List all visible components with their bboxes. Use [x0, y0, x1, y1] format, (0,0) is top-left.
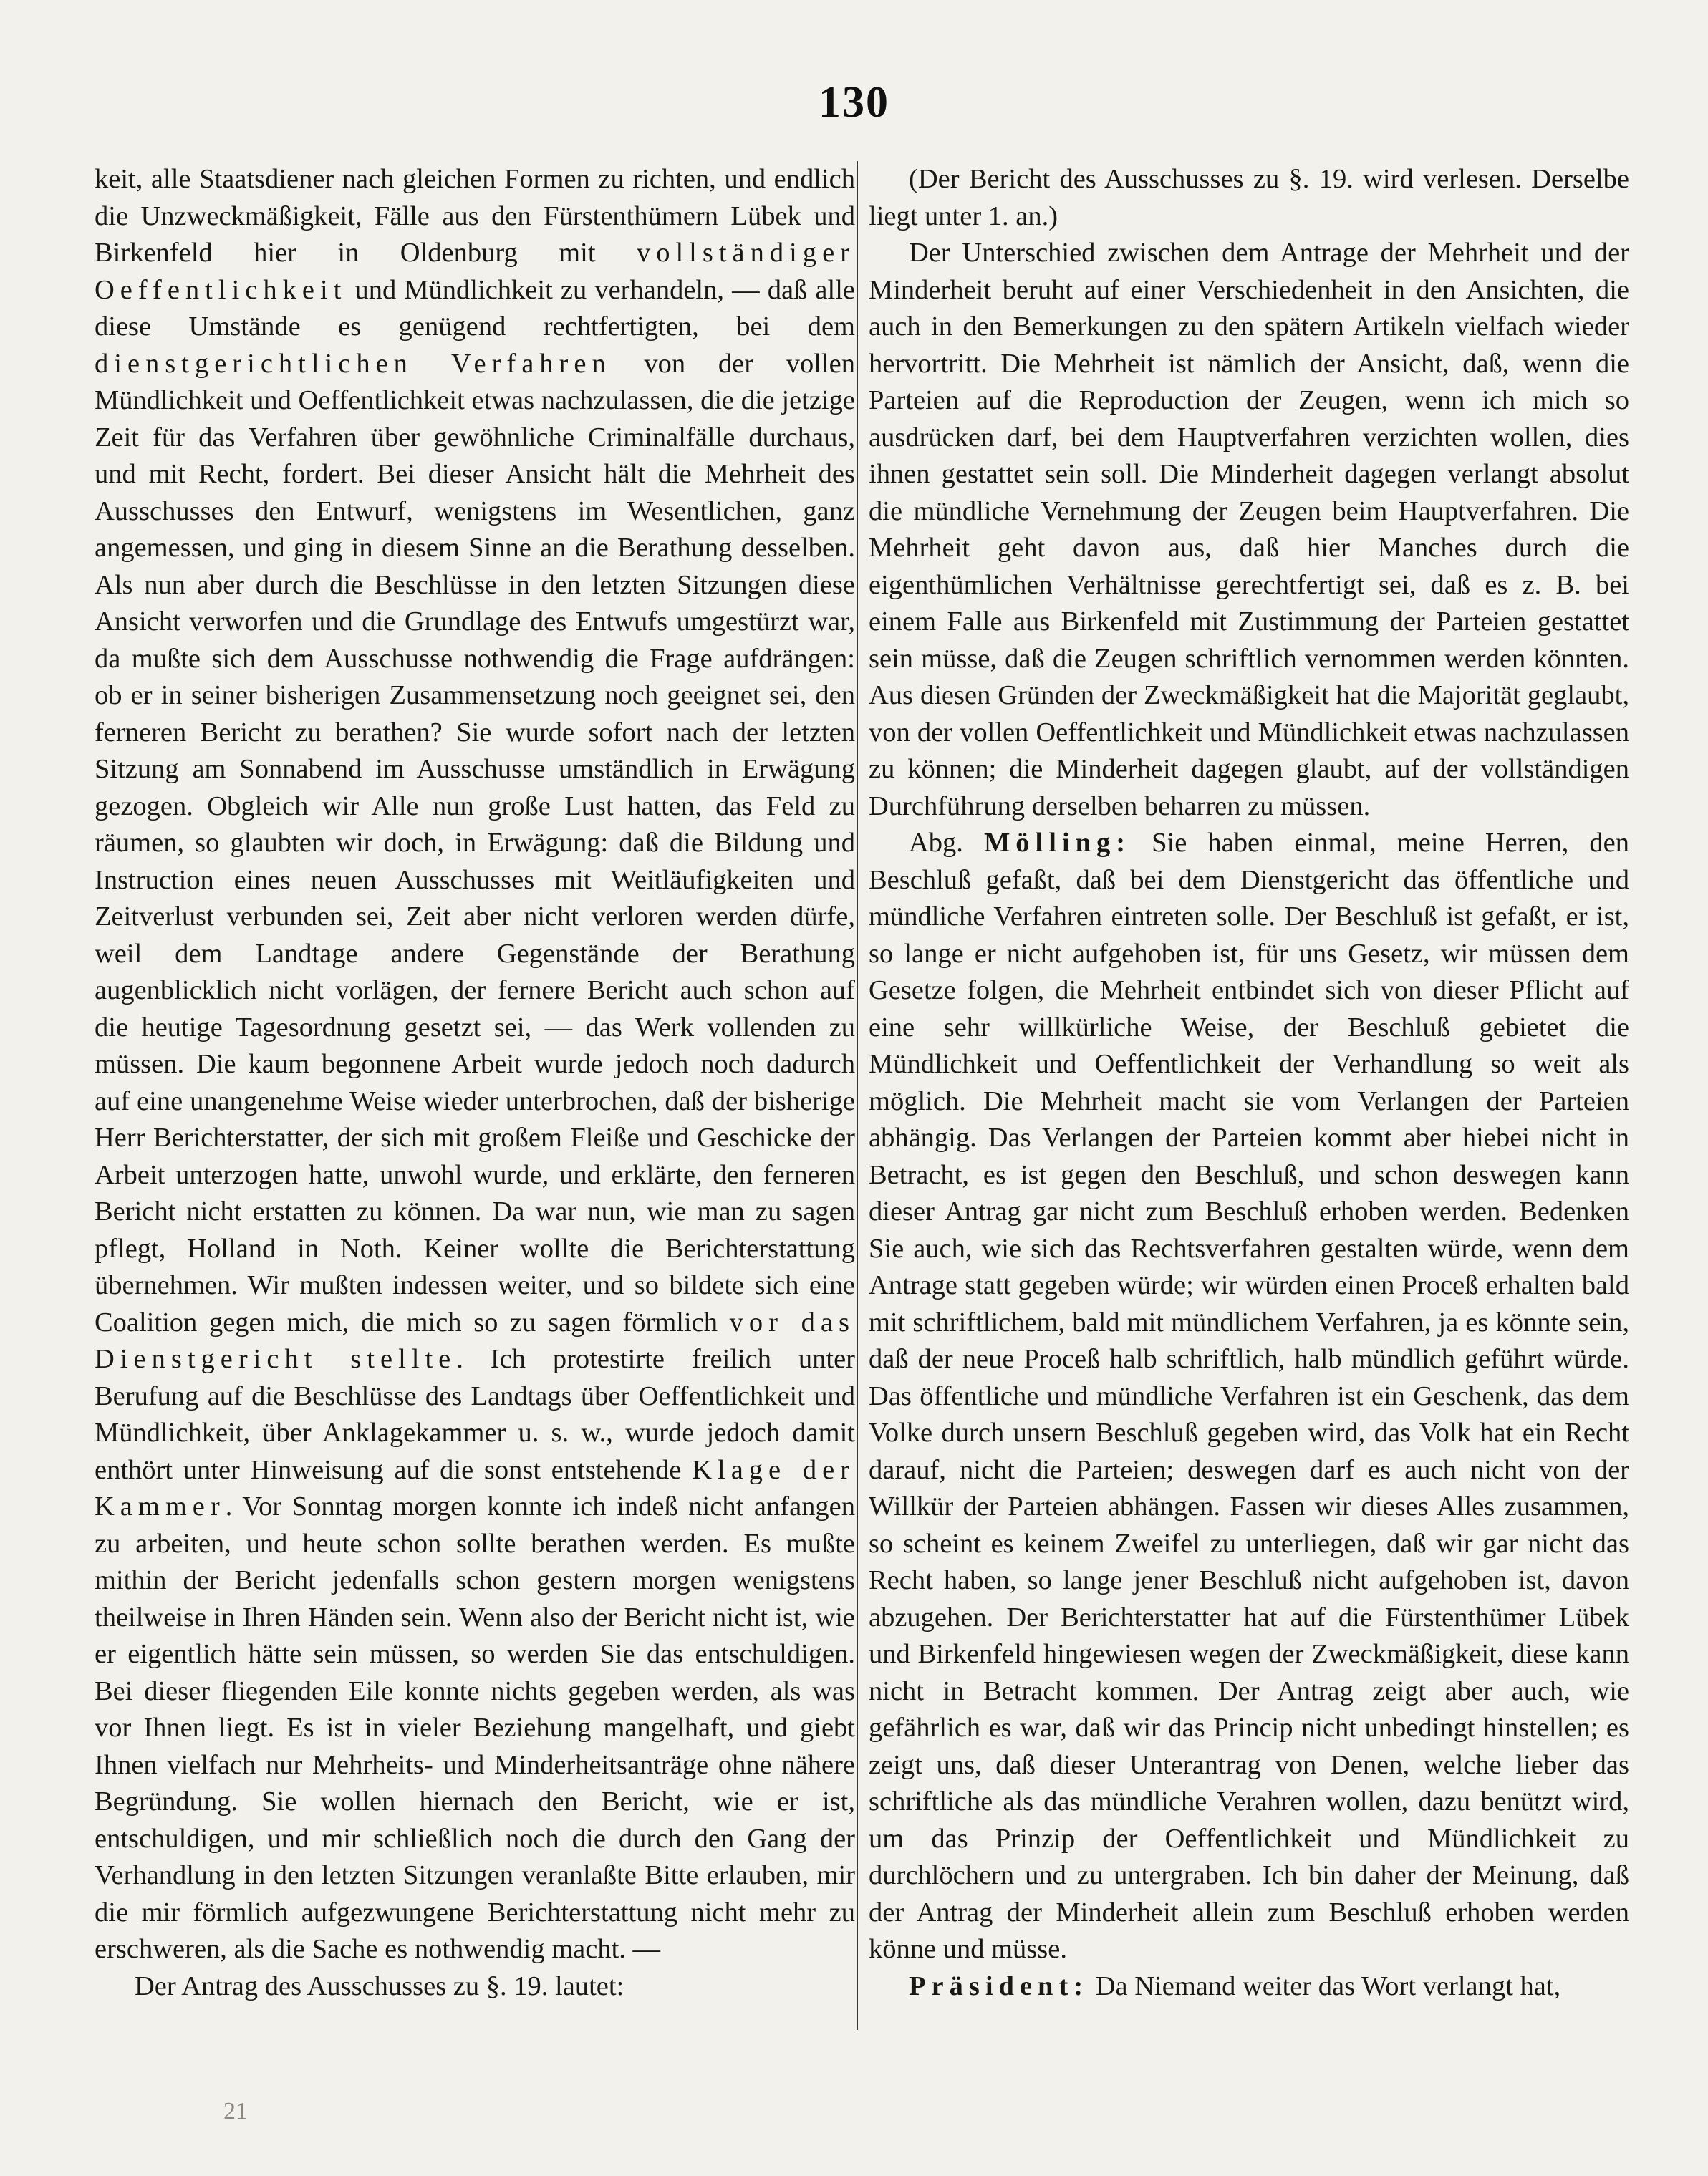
body-text: . Ich protestirte freilich unter Berufung auf die Beschlüsse des Landtags über Oeffentlichkeit und Mündlichkeit, über Anklagekammer u. s. w., wurde jedoch damit enthört unter Hinweisung auf die sonst entstehende: [95, 1344, 855, 1485]
page-number: 130: [819, 78, 889, 127]
paragraph: [95, 1968, 855, 2006]
emphasized-text: vollständiger Oeffentlichkeit: [95, 238, 855, 305]
speaker-name: Präsident:: [909, 1971, 1089, 2001]
body-text: keit, alle Staatsdiener nach gleichen Formen zu richten, und endlich die Unzweckmäßigkeit, Fälle aus den Fürstenthümern Lübek und Birkenfeld hier in Oldenburg mit: [95, 164, 855, 268]
body-text: und Mündlichkeit zu verhandeln, — daß alle diese Umstände es genügend rechtfertigten, bei dem: [95, 274, 855, 342]
emphasized-text: Klage der Kammer: [95, 1454, 856, 1522]
paragraph: [869, 1968, 1629, 2006]
paragraph: [869, 235, 1629, 825]
emphasized-text: dienstgerichtlichen Verfahren: [95, 348, 612, 379]
footer-mark: 21: [223, 2098, 248, 2124]
column-divider: [857, 161, 858, 2030]
paragraph: [869, 825, 1629, 1968]
body-text: (Der Bericht des Ausschusses zu §. 19. wird verlesen. Derselbe liegt unter 1. an.): [869, 164, 1629, 231]
body-text: Der Antrag des Ausschusses zu §. 19. lautet:: [135, 1971, 624, 2001]
speech-text: Da Niemand weiter das Wort verlangt hat,: [1089, 1971, 1561, 2001]
body-text: von der vollen Mündlichkeit und Oeffentlichkeit etwas nachzulassen, die die jetzige Zeit für das Verfahren über gewöhnliche Criminalfälle durchaus, und mit Recht, fordert. Bei dieser Ansicht hält die Mehrheit des Ausschusses den Entwurf, wenigstens im Wesentlichen, ganz angemessen, und ging in diesem Sinne an die Berathung desselben. Als nun aber durch die Beschlüsse in den letzten Sitzungen diese Ansicht verworfen und die Grundlage des Entwufs umgestürzt war, da mußte sich dem Ausschusse nothwendig die Frage aufdrängen: ob er in seiner bisherigen Zusammensetzung noch geeignet sei, den ferneren Bericht zu berathen? Sie wurde sofort nach der letzten Sitzung am Sonnabend im Ausschusse umständlich in Erwägung gezogen. Obgleich wir Alle nun große Lust hatten, das Feld zu räumen, so glaubten wir doch, in Erwägung: daß die Bildung und Instruction eines neuen Ausschusses mit Weitläufigkeiten und Zeitverlust verbunden sei, Zeit aber nicht verloren werden dürfe, weil dem Landtage andere Gegenstände der Berathung augenblicklich nicht vorlägen, der fernere Bericht auch schon auf die heutige Tagesordnung gesetzt sei, — das Werk vollenden zu müssen. Die kaum begonnene Arbeit wurde jedoch noch dadurch auf eine unangenehme Weise wieder unterbrochen, daß der bisherige Herr Berichterstatter, der sich mit großem Fleiße und Geschicke der Arbeit unterzogen hatte, unwohl wurde, und erklärte, den ferneren Bericht nicht erstatten zu können. Da war nun, wie man zu sagen pflegt, Holland in Noth. Keiner wollte die Berichterstattung übernehmen. Wir mußten indessen weiter, und so bildete sich eine Coalition gegen mich, die mich so zu sagen förmlich: [95, 348, 856, 1338]
left-column: [95, 161, 855, 2005]
speaker-prefix: Abg.: [909, 828, 984, 858]
paragraph: [95, 161, 855, 1968]
body-text: . Vor Sonntag morgen konnte ich indeß nicht anfangen zu arbeiten, und heute schon sollte berathen werden. Es mußte mithin der Bericht jedenfalls schon gestern morgen wenigstens theilweise in Ihren Händen sein. Wenn also der Bericht nicht ist, wie er eigentlich hätte sein müssen, so werden Sie das entschuldigen. Bei dieser fliegenden Eile konnte nichts gegeben werden, als was vor Ihnen liegt. Es ist in vieler Beziehung mangelhaft, und giebt Ihnen vielfach nur Mehrheits- und Minderheitsanträge ohne nähere Begründung. Sie wollen hiernach den Bericht, wie er ist, entschuldigen, und mir schließlich noch die durch den Gang der Verhandlung in den letzten Sitzungen veranlaßte Bitte erlauben, mir die mir förmlich aufgezwungene Berichterstattung nicht mehr zu erschweren, als die Sache es nothwendig macht. —: [95, 1491, 855, 1964]
speaker-name: Mölling:: [983, 828, 1132, 858]
body-text: Der Unterschied zwischen dem Antrage der Mehrheit und der Minderheit beruht auf einer Verschiedenheit in den Ansichten, die auch in den Bemerkungen zu den spätern Artikeln vielfach wieder hervortritt. Die Mehrheit ist nämlich der Ansicht, daß, wenn die Parteien auf die Reproduction der Zeugen, wenn ich mich so ausdrücken darf, bei dem Hauptverfahren verzichten wollen, dies ihnen gestattet sein soll. Die Minderheit dagegen verlangt absolut die mündliche Vernehmung der Zeugen beim Hauptverfahren. Die Mehrheit geht davon aus, daß hier Manches durch die eigenthümlichen Verhältnisse gerechtfertigt sei, daß es z. B. bei einem Falle aus Birkenfeld mit Zustimmung der Parteien gestattet sein müsse, daß die Zeugen schriftlich vernommen werden könnten. Aus diesen Gründen der Zweckmäßigkeit hat die Majorität geglaubt, von der vollen Oeffentlichkeit und Mündlichkeit etwas nachzulassen zu können; die Minderheit dagegen glaubt, auf der vollständigen Durchführung derselben beharren zu müssen.: [869, 238, 1629, 821]
paragraph: [869, 161, 1629, 235]
right-column: [869, 161, 1629, 2005]
emphasized-text: vor das Dienstgericht stellte: [95, 1307, 855, 1374]
speech-text: Sie haben einmal, meine Herren, den Beschluß gefaßt, daß bei dem Dienstgericht das öffentliche und mündliche Verfahren eintreten solle. Der Beschluß ist gefaßt, er ist, so lange er nicht aufgehoben ist, für uns Gesetz, wir müssen dem Gesetze folgen, die Mehrheit entbindet sich von dieser Pflicht auf eine sehr willkürliche Weise, der Beschluß gebietet die Mündlichkeit und Oeffentlichkeit der Verhandlung so weit als möglich. Die Mehrheit macht sie vom Verlangen der Parteien abhängig. Das Verlangen der Parteien kommt aber hiebei nicht in Betracht, es ist gegen den Beschluß, und schon deswegen kann dieser Antrag gar nicht zum Beschluß erhoben werden. Bedenken Sie auch, wie sich das Rechtsverfahren gestalten würde, wenn dem Antrage statt gegeben würde; wir würden einen Proceß erhalten bald mit schriftlichem, bald mit mündlichem Verfahren, ja es könnte sein, daß der neue Proceß halb schriftlich, halb mündlich geführt würde. Das öffentliche und mündliche Verfahren ist ein Geschenk, das dem Volke durch unsern Beschluß gegeben wird, das Volk hat ein Recht darauf, nicht die Parteien; deswegen darf es auch nicht von der Willkür der Parteien abhängen. Fassen wir dieses Alles zusammen, so scheint es keinem Zweifel zu unterliegen, daß wir gar nicht das Recht haben, so lange jener Beschluß nicht aufgehoben ist, davon abzugehen. Der Berichterstatter hat auf die Fürstenthümer Lübek und Birkenfeld hingewiesen wegen der Zweckmäßigkeit, diese kann nicht in Betracht kommen. Der Antrag zeigt aber auch, wie gefährlich es war, daß wir das Princip nicht unbedingt hinstellen; es zeigt uns, daß dieser Unterantrag von Denen, welche lieber das schriftliche als das mündliche Verahren wollen, dazu benützt wird, um das Prinzip der Oeffentlichkeit und Mündlichkeit zu durchlöchern und zu untergraben. Ich bin daher der Meinung, daß der Antrag der Minderheit allein zum Beschluß erhoben werden könne und müsse.: [869, 828, 1629, 1964]
